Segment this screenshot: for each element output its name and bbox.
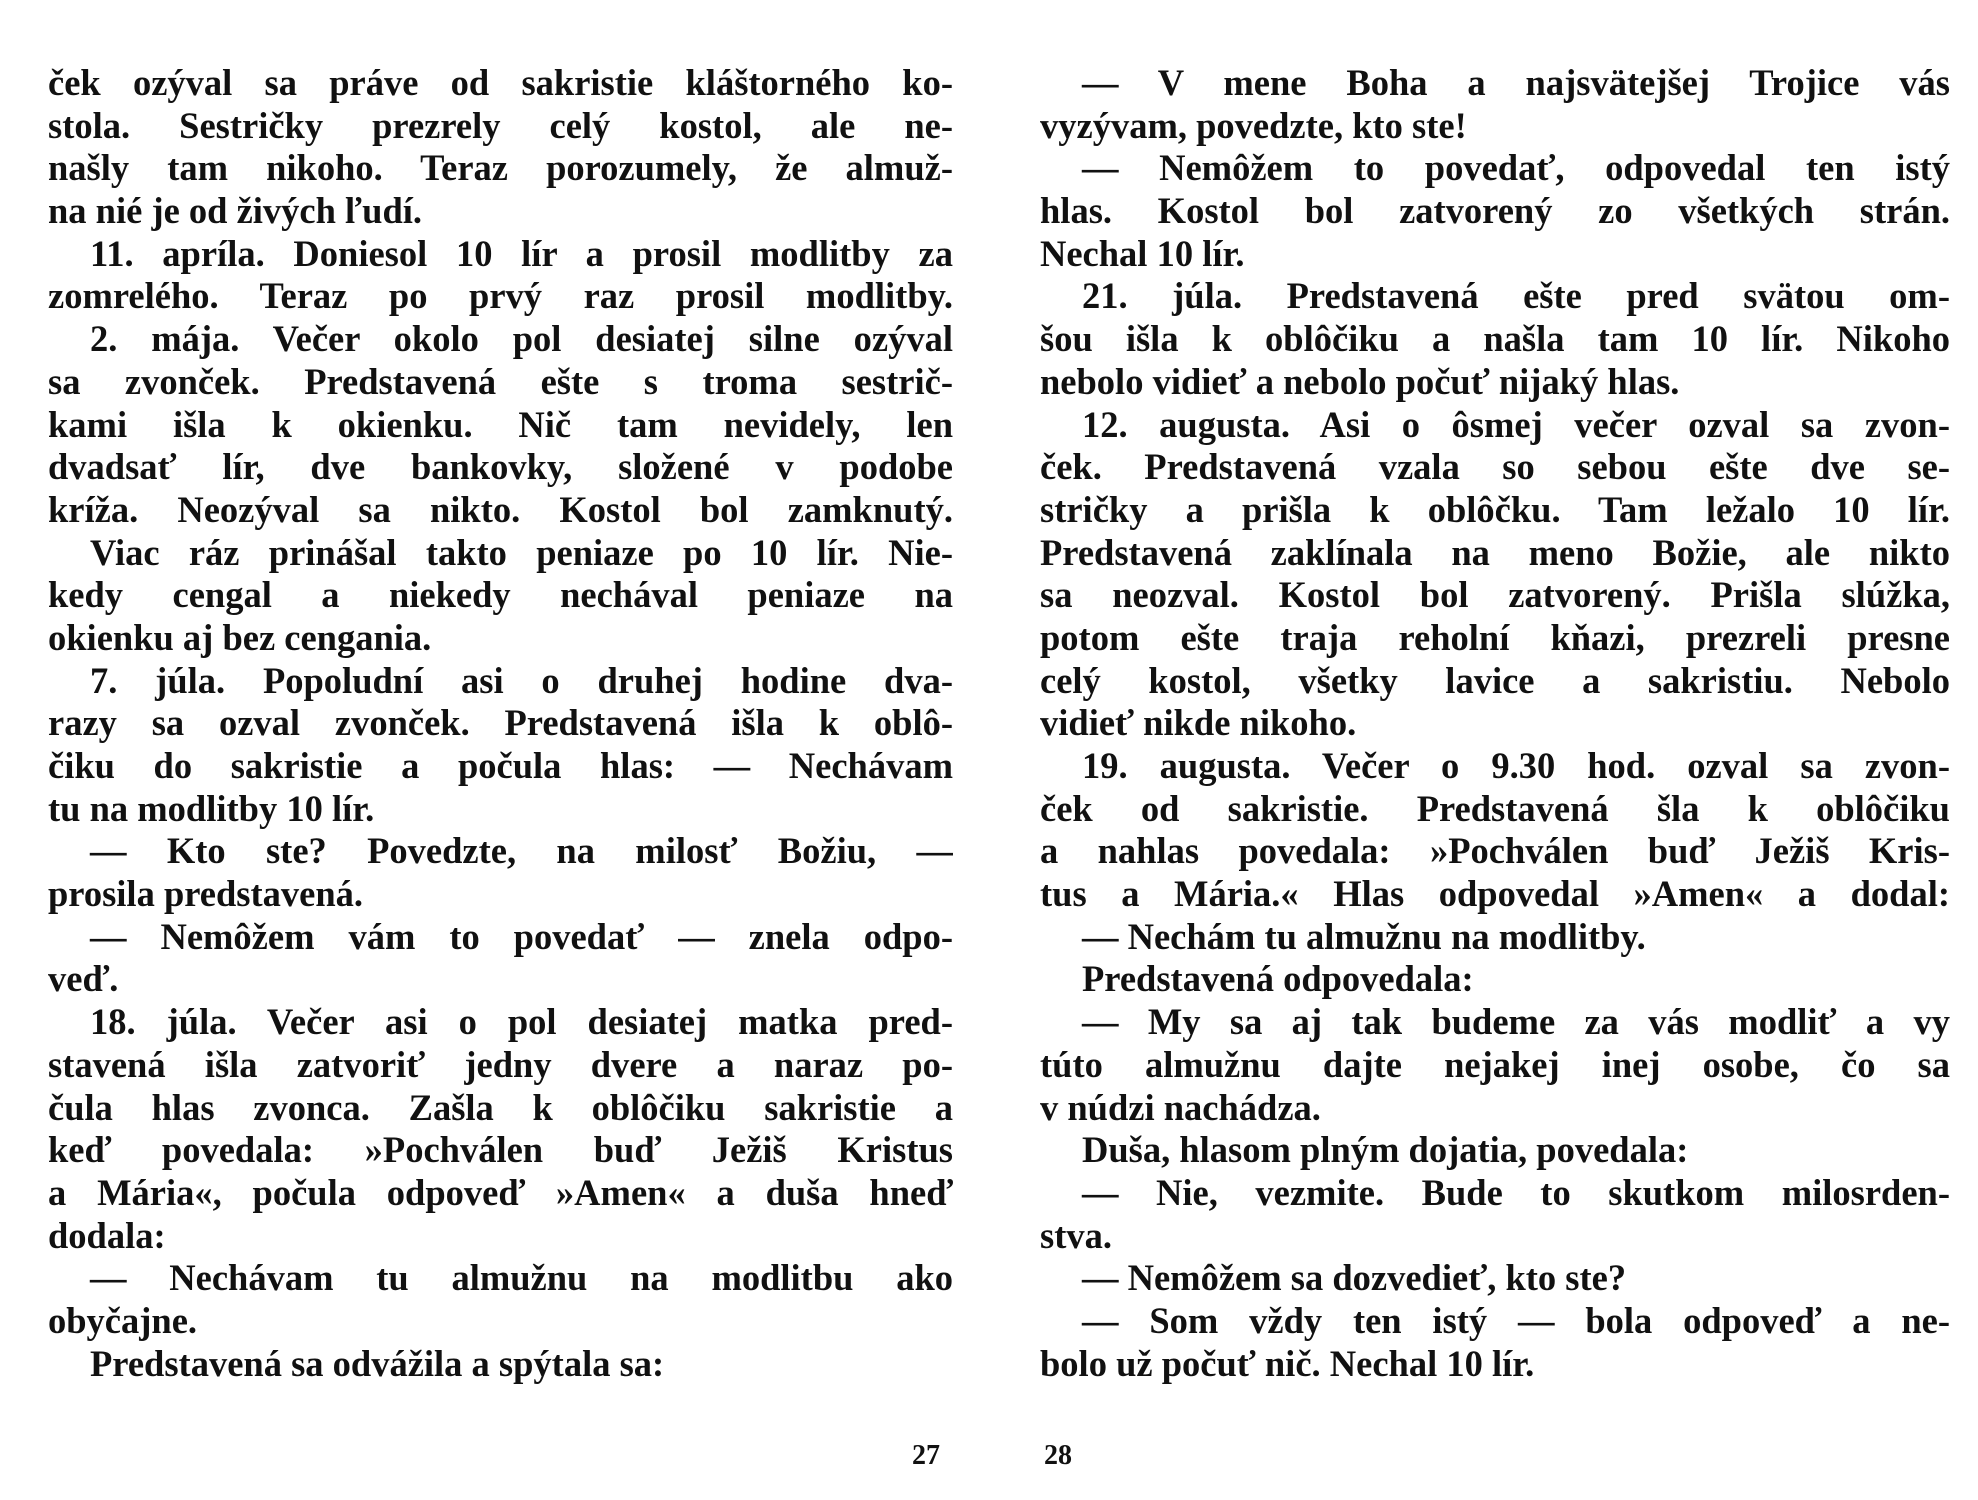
text-line: — Som vždy ten istý — bola odpoveď a ne- — [1082, 1299, 1950, 1341]
text-line: sa neozval. Kostol bol zatvorený. Prišla slúžka, — [1040, 574, 1950, 616]
text-line: našly tam nikoho. Teraz porozumely, že almuž- — [48, 147, 953, 189]
text-line: stavená išla zatvoriť jedny dvere a naraz po- — [48, 1043, 953, 1085]
text-line: razy sa ozval zvonček. Predstavená išla k oblô- — [48, 702, 953, 744]
text-line: stričky a prišla k oblôčku. Tam ležalo 10 lír. — [1040, 488, 1950, 530]
text-line: — Nechám tu almužnu na modlitby. — [1082, 915, 1646, 957]
text-line: a Mária«, počula odpoveď »Amen« a duša hneď — [48, 1171, 953, 1213]
text-line: Predstavená zaklínala na meno Božie, ale nikto — [1040, 531, 1950, 573]
text-line: bolo už počuť nič. Nechal 10 lír. — [1040, 1342, 1535, 1384]
text-line: — V mene Boha a najsvätejšej Trojice vás — [1082, 62, 1950, 103]
text-line: čiku do sakristie a počula hlas: — Nechávam — [48, 745, 953, 786]
text-line: šou išla k oblôčiku a našla tam 10 lír. Nikoho — [1040, 318, 1950, 360]
text-line: túto almužnu dajte nejakej inej osobe, čo sa — [1040, 1043, 1950, 1085]
text-line: kedy cengal a niekedy nechával peniaze na — [48, 574, 953, 616]
page-number-left: 27 — [912, 1440, 940, 1471]
text-line: — Kto ste? Povedzte, na milosť Božiu, — — [90, 830, 953, 872]
text-line: 21. júla. Predstavená ešte pred svätou om- — [1082, 275, 1950, 317]
text-line: na nié je od živých ľudí. — [48, 190, 423, 232]
text-line: sa zvonček. Predstavená ešte s troma sestrič- — [48, 360, 953, 402]
left-page — [48, 62, 953, 1422]
text-line: tu na modlitby 10 lír. — [48, 787, 375, 829]
text-line: — Nemôžem sa dozvedieť, kto ste? — [1082, 1257, 1627, 1299]
page-number-right: 28 — [1044, 1440, 1072, 1471]
text-line: potom ešte traja reholní kňazi, prezreli presne — [1040, 616, 1950, 658]
text-line: ček ozýval sa práve od sakristie kláštorného ko- — [48, 62, 953, 103]
text-line: — Nemôžem vám to povedať — znela odpo- — [90, 915, 953, 957]
text-line: dodala: — [48, 1214, 166, 1256]
text-line: Duša, hlasom plným dojatia, povedala: — [1082, 1129, 1689, 1171]
text-line: Predstavená sa odvážila a spýtala sa: — [90, 1342, 665, 1384]
text-line: kríža. Neozýval sa nikto. Kostol bol zamknutý. — [48, 488, 953, 530]
text-line: v núdzi nachádza. — [1040, 1086, 1321, 1128]
text-line: hlas. Kostol bol zatvorený zo všetkých strán. — [1040, 190, 1950, 232]
text-line: stva. — [1040, 1214, 1112, 1256]
text-line: ček. Predstavená vzala so sebou ešte dve se- — [1040, 446, 1950, 488]
text-line: Viac ráz prinášal takto peniaze po 10 lír. Nie- — [90, 531, 953, 573]
text-line: — Nechávam tu almužnu na modlitbu ako — [90, 1257, 953, 1299]
text-line: keď povedala: »Pochválen buď Ježiš Kristus — [48, 1129, 953, 1171]
text-line: veď. — [48, 958, 119, 1000]
text-line: vidieť nikde nikoho. — [1040, 702, 1357, 744]
text-line: ček od sakristie. Predstavená šla k oblôčiku — [1040, 787, 1950, 829]
text-line: čula hlas zvonca. Zašla k oblôčiku sakristie a — [48, 1086, 953, 1128]
text-line: vyzývam, povedzte, kto ste! — [1040, 104, 1467, 146]
text-line: — My sa aj tak budeme za vás modliť a vy — [1082, 1001, 1950, 1043]
text-line: a nahlas povedala: »Pochválen buď Ježiš Kris- — [1040, 830, 1950, 872]
text-line: okienku aj bez cengania. — [48, 616, 432, 658]
text-line: 19. augusta. Večer o 9.30 hod. ozval sa zvon- — [1082, 745, 1950, 786]
text-line: prosila predstavená. — [48, 873, 364, 915]
text-line: tus a Mária.« Hlas odpovedal »Amen« a dodal: — [1040, 873, 1950, 915]
text-line: kami išla k okienku. Nič tam nevidely, len — [48, 403, 953, 445]
right-page — [1040, 62, 1950, 1422]
text-line: zomrelého. Teraz po prvý raz prosil modlitby. — [48, 275, 953, 317]
text-line: — Nie, vezmite. Bude to skutkom milosrden- — [1082, 1171, 1950, 1213]
text-line: celý kostol, všetky lavice a sakristiu. Nebolo — [1040, 659, 1950, 701]
text-line: 2. mája. Večer okolo pol desiatej silne ozýval — [90, 318, 953, 360]
text-line: stola. Sestričky prezrely celý kostol, ale ne- — [48, 104, 953, 146]
text-line: 18. júla. Večer asi o pol desiatej matka pred- — [90, 1001, 953, 1043]
text-line: Nechal 10 lír. — [1040, 232, 1245, 274]
text-line: 7. júla. Popoludní asi o druhej hodine dva- — [90, 659, 953, 701]
text-line: 12. augusta. Asi o ôsmej večer ozval sa zvon- — [1082, 403, 1950, 445]
text-line: nebolo vidieť a nebolo počuť nijaký hlas. — [1040, 360, 1680, 402]
text-line: Predstavená odpovedala: — [1082, 958, 1474, 1000]
text-line: — Nemôžem to povedať, odpovedal ten istý — [1082, 147, 1950, 189]
text-line: obyčajne. — [48, 1299, 198, 1341]
text-line: 11. apríla. Doniesol 10 lír a prosil modlitby za — [90, 232, 953, 274]
text-line: dvadsať lír, dve bankovky, složené v podobe — [48, 446, 953, 488]
